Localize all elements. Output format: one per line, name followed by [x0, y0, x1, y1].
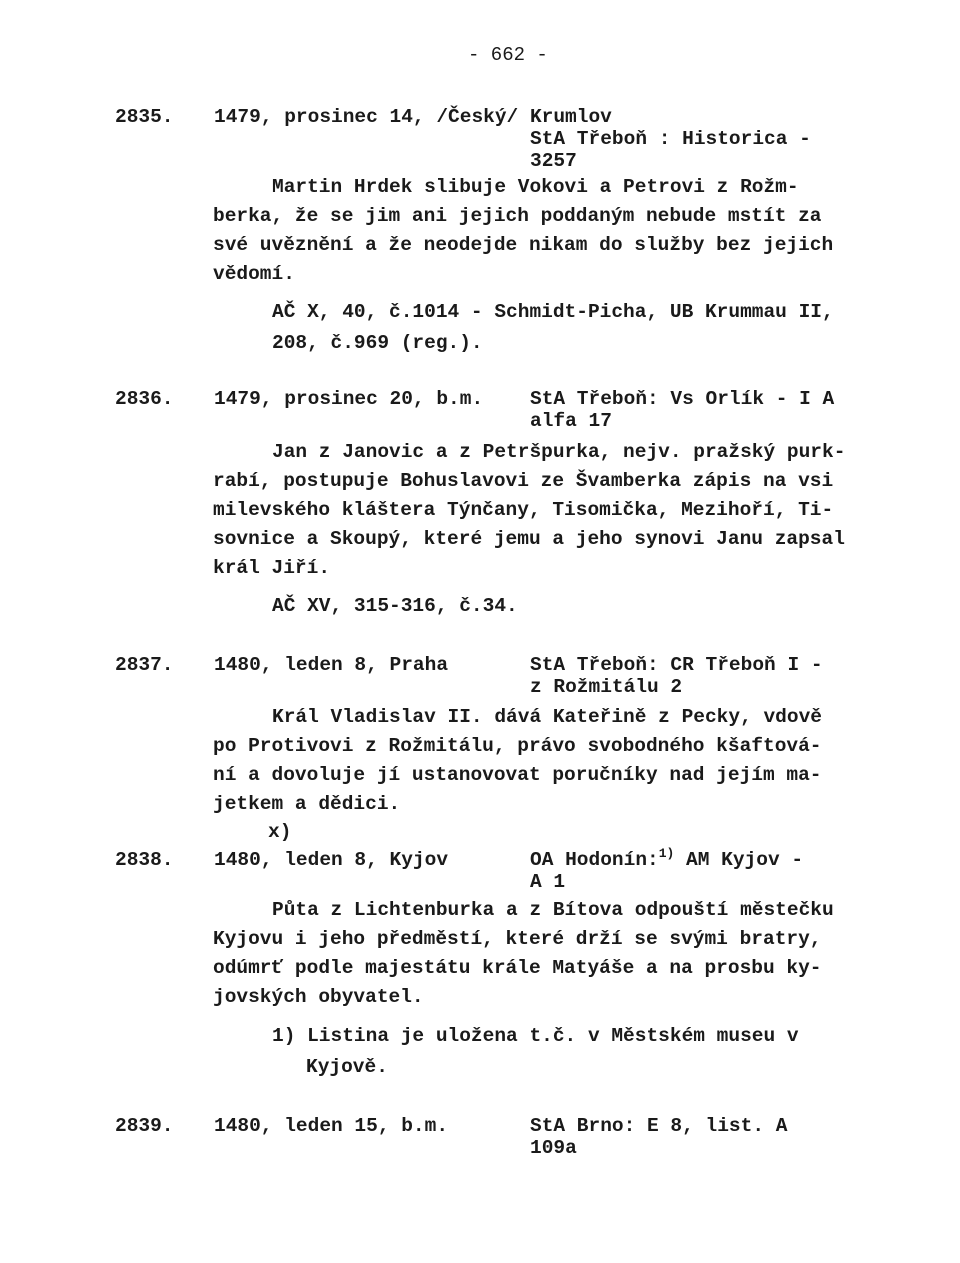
entry-text-line: ní a dovoluje jí ustanovovat poručníky nad jejím ma-: [213, 764, 822, 786]
entry-text-line: po Protivovi z Rožmitálu, právo svobodného kšaftová-: [213, 735, 822, 757]
entry-source: StA Třeboň : Historica -: [530, 128, 811, 150]
entry-source: StA Třeboň: Vs Orlík - I A: [530, 388, 835, 410]
entry-reference: AČ XV, 315-316, č.34.: [272, 595, 518, 617]
entry-date-place: 1479, prosinec 20, b.m.: [214, 388, 484, 410]
entry-number: 2837.: [115, 654, 174, 676]
entry-text-line: Martin Hrdek slibuje Vokovi a Petrovi z Rožm-: [272, 176, 799, 198]
entry-source: z Rožmitálu 2: [530, 676, 683, 698]
footnote-line: Kyjově.: [306, 1056, 388, 1078]
footnote-ref: 1): [658, 846, 675, 861]
source-archive: OA Hodonín:: [530, 849, 659, 871]
entry-source: alfa 17: [530, 410, 612, 432]
entry-text-line: Kyjovu i jeho předměstí, které drží se svými bratry,: [213, 928, 822, 950]
entry-number: 2839.: [115, 1115, 174, 1137]
entry-text-line: Král Vladislav II. dává Kateřině z Pecky, vdově: [272, 706, 822, 728]
entry-marker: x): [268, 821, 292, 843]
entry-text-line: milevského kláštera Týnčany, Tisomička, Mezihoří, Ti-: [213, 499, 834, 521]
entry-date-place: 1480, leden 15, b.m.: [214, 1115, 449, 1137]
entry-date-place: 1479, prosinec 14, /Český/ Krumlov: [214, 106, 612, 128]
entry-text-line: rabí, postupuje Bohuslavovi ze Švamberka zápis na vsi: [213, 470, 834, 492]
entry-text-line: Jan z Janovic a z Petršpurka, nejv. pražský purk-: [272, 441, 846, 463]
entry-text-line: jetkem a dědici.: [213, 793, 401, 815]
entry-text-line: vědomí.: [213, 263, 295, 285]
entry-source: 109a: [530, 1137, 577, 1159]
entry-source: [530, 846, 804, 871]
entry-source: StA Třeboň: CR Třeboň I -: [530, 654, 823, 676]
entry-text-line: své uvěznění a že neodejde nikam do služby bez jejich: [213, 234, 834, 256]
entry-source: StA Brno: E 8, list. A: [530, 1115, 788, 1137]
footnote-line: 1) Listina je uložena t.č. v Městském museu v: [272, 1025, 799, 1047]
entry-number: 2835.: [115, 106, 174, 128]
entry-text-line: jovských obyvatel.: [213, 986, 424, 1008]
source-fond: AM Kyjov -: [674, 849, 804, 871]
entry-text-line: sovnice a Skoupý, které jemu a jeho synovi Janu zapsal: [213, 528, 845, 550]
entry-source: A 1: [530, 871, 566, 893]
entry-number: 2838.: [115, 849, 174, 871]
entry-date-place: 1480, leden 8, Kyjov: [214, 849, 449, 871]
entry-text-line: Půta z Lichtenburka a z Bítova odpouští městečku: [272, 899, 834, 921]
entry-text-line: berka, že se jim ani jejich poddaným nebude mstít za: [213, 205, 822, 227]
page-number: - 662 -: [468, 44, 548, 66]
entry-reference: AČ X, 40, č.1014 - Schmidt-Picha, UB Krummau II,: [272, 301, 834, 323]
entry-number: 2836.: [115, 388, 174, 410]
entry-source: 3257: [530, 150, 577, 172]
entry-text-line: odúmrť podle majestátu krále Matyáše a na prosbu ky-: [213, 957, 822, 979]
entry-date-place: 1480, leden 8, Praha: [214, 654, 449, 676]
entry-reference: 208, č.969 (reg.).: [272, 332, 483, 354]
entry-text-line: král Jiří.: [213, 557, 331, 579]
